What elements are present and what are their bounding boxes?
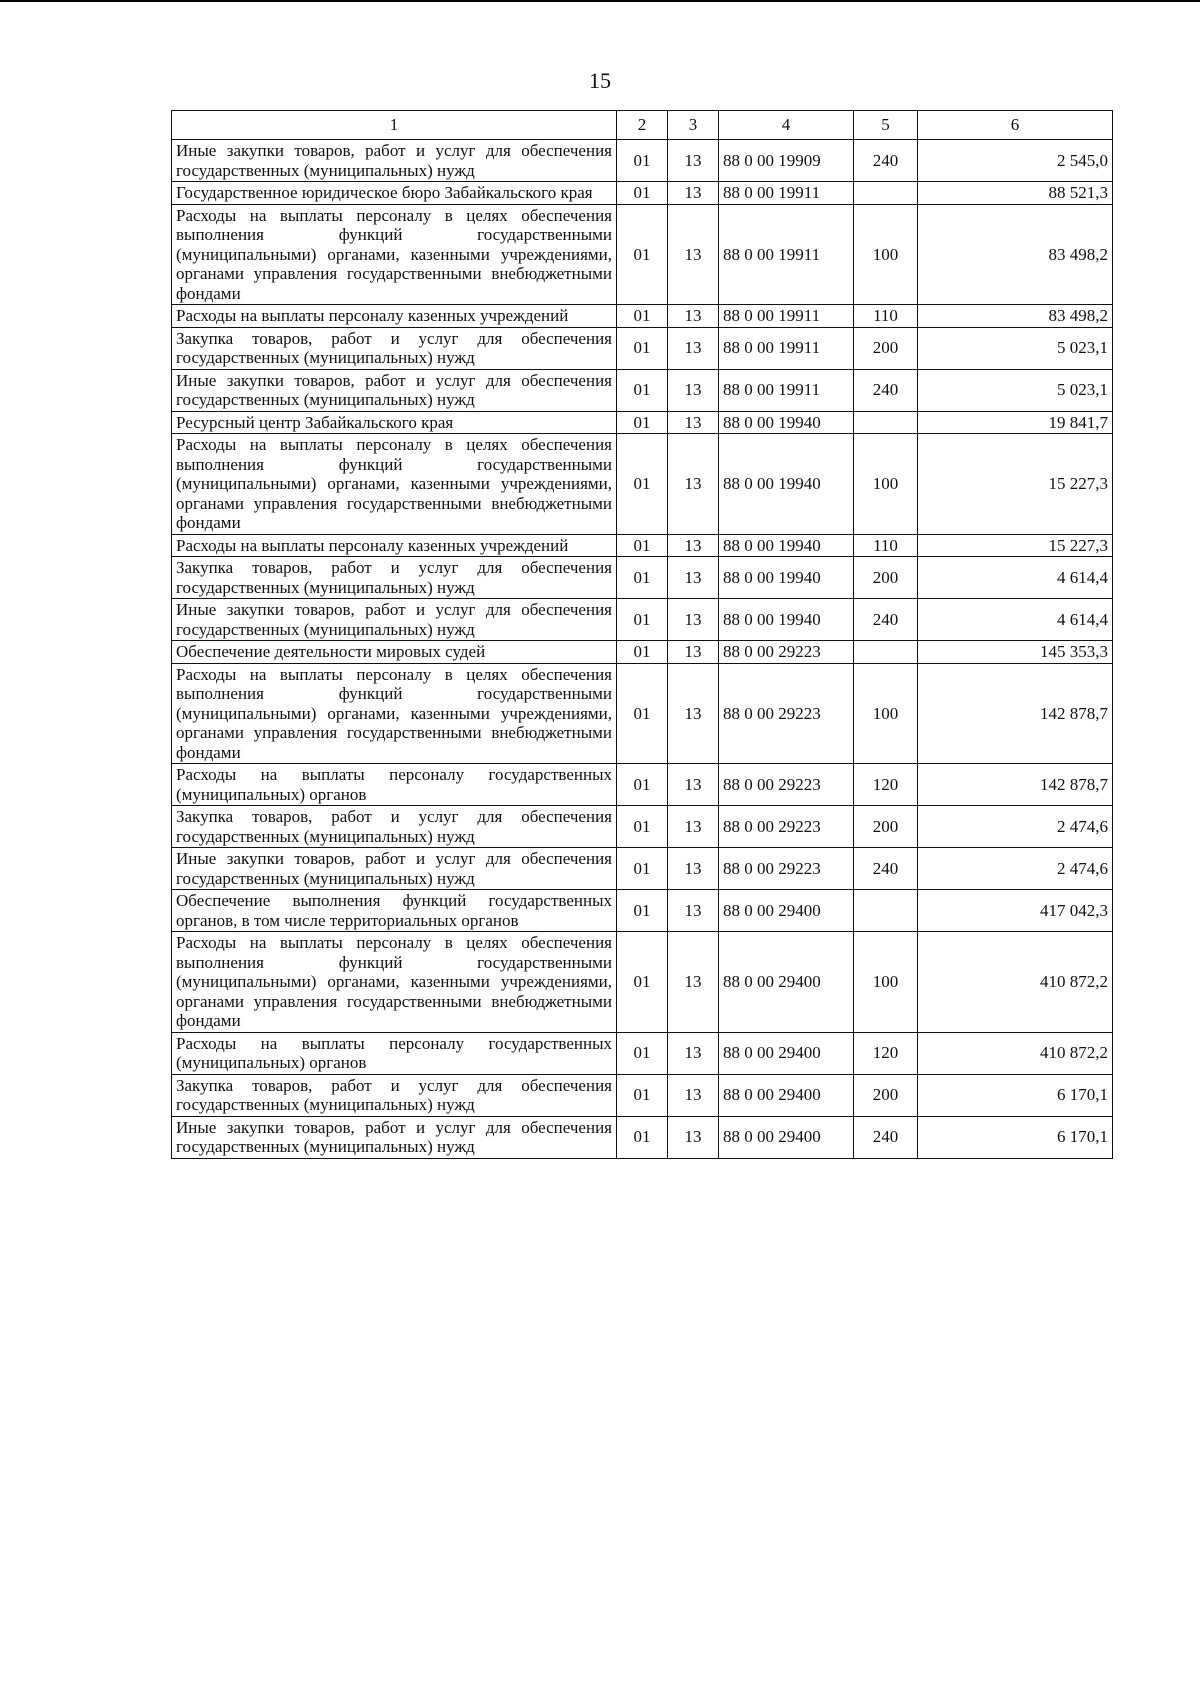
section-code-cell: 01 [617,411,668,434]
expense-type-code-cell: 240 [854,140,918,182]
amount-cell: 15 227,3 [918,434,1113,535]
expense-name-cell: Закупка товаров, работ и услуг для обеспечения государственных (муниципальных) нужд [172,327,617,369]
expense-name-cell: Иные закупки товаров, работ и услуг для обеспечения государственных (муниципальных) нужд [172,140,617,182]
target-article-code-cell: 88 0 00 19911 [719,327,854,369]
table-row [172,434,1113,535]
subsection-code-cell: 13 [668,411,719,434]
section-code-cell: 01 [617,434,668,535]
expense-name-cell: Иные закупки товаров, работ и услуг для обеспечения государственных (муниципальных) нужд [172,848,617,890]
expense-type-code-cell: 100 [854,204,918,305]
section-code-cell: 01 [617,182,668,205]
expense-type-code-cell: 100 [854,932,918,1033]
expense-name-cell: Расходы на выплаты персоналу в целях обеспечения выполнения функций государственными (муниципальными) органами, казенными учреждениями, органами управления государственными внебюджетными фондами [172,932,617,1033]
amount-cell: 15 227,3 [918,534,1113,557]
table-row [172,1032,1113,1074]
expense-type-code-cell: 240 [854,848,918,890]
column-header-6: 6 [918,111,1113,140]
target-article-code-cell: 88 0 00 19940 [719,434,854,535]
column-header-2: 2 [617,111,668,140]
target-article-code-cell: 88 0 00 19940 [719,599,854,641]
header-row [172,111,1113,140]
expense-name-cell: Обеспечение выполнения функций государственных органов, в том числе территориальных органов [172,890,617,932]
expense-type-code-cell: 200 [854,806,918,848]
amount-cell: 4 614,4 [918,599,1113,641]
subsection-code-cell: 13 [668,764,719,806]
table-row [172,557,1113,599]
subsection-code-cell: 13 [668,1032,719,1074]
expense-type-code-cell: 240 [854,369,918,411]
section-code-cell: 01 [617,1074,668,1116]
target-article-code-cell: 88 0 00 19909 [719,140,854,182]
table-row [172,599,1113,641]
expense-type-code-cell [854,641,918,664]
target-article-code-cell: 88 0 00 19911 [719,305,854,328]
section-code-cell: 01 [617,1116,668,1158]
expense-type-code-cell: 200 [854,327,918,369]
expense-name-cell: Обеспечение деятельности мировых судей [172,641,617,664]
expense-name-cell: Государственное юридическое бюро Забайкальского края [172,182,617,205]
table-row [172,182,1113,205]
section-code-cell: 01 [617,890,668,932]
target-article-code-cell: 88 0 00 19940 [719,557,854,599]
table-row [172,932,1113,1033]
expense-type-code-cell [854,411,918,434]
subsection-code-cell: 13 [668,305,719,328]
expense-name-cell: Иные закупки товаров, работ и услуг для обеспечения государственных (муниципальных) нужд [172,599,617,641]
expense-name-cell: Закупка товаров, работ и услуг для обеспечения государственных (муниципальных) нужд [172,557,617,599]
expense-name-cell: Расходы на выплаты персоналу государственных (муниципальных) органов [172,1032,617,1074]
amount-cell: 88 521,3 [918,182,1113,205]
expense-name-cell: Иные закупки товаров, работ и услуг для обеспечения государственных (муниципальных) нужд [172,1116,617,1158]
amount-cell: 5 023,1 [918,369,1113,411]
amount-cell: 142 878,7 [918,663,1113,764]
amount-cell: 19 841,7 [918,411,1113,434]
subsection-code-cell: 13 [668,806,719,848]
table-header [172,111,1113,140]
target-article-code-cell: 88 0 00 29400 [719,890,854,932]
target-article-code-cell: 88 0 00 19911 [719,182,854,205]
target-article-code-cell: 88 0 00 19940 [719,411,854,434]
section-code-cell: 01 [617,327,668,369]
table-row [172,305,1113,328]
amount-cell: 417 042,3 [918,890,1113,932]
subsection-code-cell: 13 [668,369,719,411]
target-article-code-cell: 88 0 00 29400 [719,1074,854,1116]
table-row [172,641,1113,664]
target-article-code-cell: 88 0 00 19911 [719,369,854,411]
table-row [172,663,1113,764]
column-header-5: 5 [854,111,918,140]
subsection-code-cell: 13 [668,1116,719,1158]
section-code-cell: 01 [617,534,668,557]
expense-type-code-cell: 100 [854,434,918,535]
subsection-code-cell: 13 [668,327,719,369]
section-code-cell: 01 [617,932,668,1033]
expense-name-cell: Ресурсный центр Забайкальского края [172,411,617,434]
expense-name-cell: Закупка товаров, работ и услуг для обеспечения государственных (муниципальных) нужд [172,1074,617,1116]
column-header-4: 4 [719,111,854,140]
subsection-code-cell: 13 [668,599,719,641]
expense-name-cell: Закупка товаров, работ и услуг для обеспечения государственных (муниципальных) нужд [172,806,617,848]
amount-cell: 83 498,2 [918,305,1113,328]
amount-cell: 6 170,1 [918,1074,1113,1116]
amount-cell: 6 170,1 [918,1116,1113,1158]
table-row [172,369,1113,411]
page-number: 15 [589,68,611,93]
section-code-cell: 01 [617,599,668,641]
section-code-cell: 01 [617,204,668,305]
expense-type-code-cell: 100 [854,663,918,764]
scan-edge-line [0,0,1200,2]
amount-cell: 2 545,0 [918,140,1113,182]
expense-type-code-cell [854,182,918,205]
section-code-cell: 01 [617,806,668,848]
table-body [172,140,1113,1159]
subsection-code-cell: 13 [668,140,719,182]
table-row [172,1116,1113,1158]
subsection-code-cell: 13 [668,434,719,535]
expense-type-code-cell: 240 [854,1116,918,1158]
expense-name-cell: Расходы на выплаты персоналу государственных (муниципальных) органов [172,764,617,806]
table-row [172,411,1113,434]
table-row [172,1074,1113,1116]
expense-name-cell: Расходы на выплаты персоналу казенных учреждений [172,534,617,557]
subsection-code-cell: 13 [668,932,719,1033]
expense-type-code-cell [854,890,918,932]
section-code-cell: 01 [617,848,668,890]
target-article-code-cell: 88 0 00 19911 [719,204,854,305]
section-code-cell: 01 [617,140,668,182]
amount-cell: 83 498,2 [918,204,1113,305]
expense-name-cell: Расходы на выплаты персоналу в целях обеспечения выполнения функций государственными (муниципальными) органами, казенными учреждениями, органами управления государственными внебюджетными фондами [172,434,617,535]
expense-name-cell: Расходы на выплаты персоналу казенных учреждений [172,305,617,328]
target-article-code-cell: 88 0 00 29223 [719,663,854,764]
budget-table [171,110,1113,1159]
subsection-code-cell: 13 [668,1074,719,1116]
expense-name-cell: Расходы на выплаты персоналу в целях обеспечения выполнения функций государственными (муниципальными) органами, казенными учреждениями, органами управления государственными внебюджетными фондами [172,204,617,305]
target-article-code-cell: 88 0 00 19940 [719,534,854,557]
subsection-code-cell: 13 [668,848,719,890]
target-article-code-cell: 88 0 00 29400 [719,1032,854,1074]
target-article-code-cell: 88 0 00 29400 [719,1116,854,1158]
amount-cell: 410 872,2 [918,1032,1113,1074]
target-article-code-cell: 88 0 00 29223 [719,848,854,890]
column-header-1: 1 [172,111,617,140]
amount-cell: 145 353,3 [918,641,1113,664]
expense-type-code-cell: 240 [854,599,918,641]
amount-cell: 2 474,6 [918,806,1113,848]
expense-type-code-cell: 120 [854,764,918,806]
section-code-cell: 01 [617,305,668,328]
section-code-cell: 01 [617,641,668,664]
expense-type-code-cell: 200 [854,557,918,599]
table-row [172,204,1113,305]
target-article-code-cell: 88 0 00 29223 [719,641,854,664]
expense-name-cell: Иные закупки товаров, работ и услуг для обеспечения государственных (муниципальных) нужд [172,369,617,411]
table-row [172,890,1113,932]
section-code-cell: 01 [617,1032,668,1074]
amount-cell: 4 614,4 [918,557,1113,599]
table-row [172,534,1113,557]
section-code-cell: 01 [617,663,668,764]
section-code-cell: 01 [617,764,668,806]
amount-cell: 410 872,2 [918,932,1113,1033]
subsection-code-cell: 13 [668,557,719,599]
section-code-cell: 01 [617,557,668,599]
table-row [172,764,1113,806]
subsection-code-cell: 13 [668,204,719,305]
expense-type-code-cell: 110 [854,534,918,557]
table-row [172,848,1113,890]
expense-type-code-cell: 110 [854,305,918,328]
subsection-code-cell: 13 [668,182,719,205]
subsection-code-cell: 13 [668,534,719,557]
amount-cell: 5 023,1 [918,327,1113,369]
amount-cell: 2 474,6 [918,848,1113,890]
amount-cell: 142 878,7 [918,764,1113,806]
column-header-3: 3 [668,111,719,140]
subsection-code-cell: 13 [668,890,719,932]
section-code-cell: 01 [617,369,668,411]
table-row [172,806,1113,848]
expense-type-code-cell: 120 [854,1032,918,1074]
target-article-code-cell: 88 0 00 29223 [719,764,854,806]
expense-name-cell: Расходы на выплаты персоналу в целях обеспечения выполнения функций государственными (муниципальными) органами, казенными учреждениями, органами управления государственными внебюджетными фондами [172,663,617,764]
expense-type-code-cell: 200 [854,1074,918,1116]
table-row [172,327,1113,369]
table-row [172,140,1113,182]
subsection-code-cell: 13 [668,641,719,664]
subsection-code-cell: 13 [668,663,719,764]
target-article-code-cell: 88 0 00 29223 [719,806,854,848]
target-article-code-cell: 88 0 00 29400 [719,932,854,1033]
